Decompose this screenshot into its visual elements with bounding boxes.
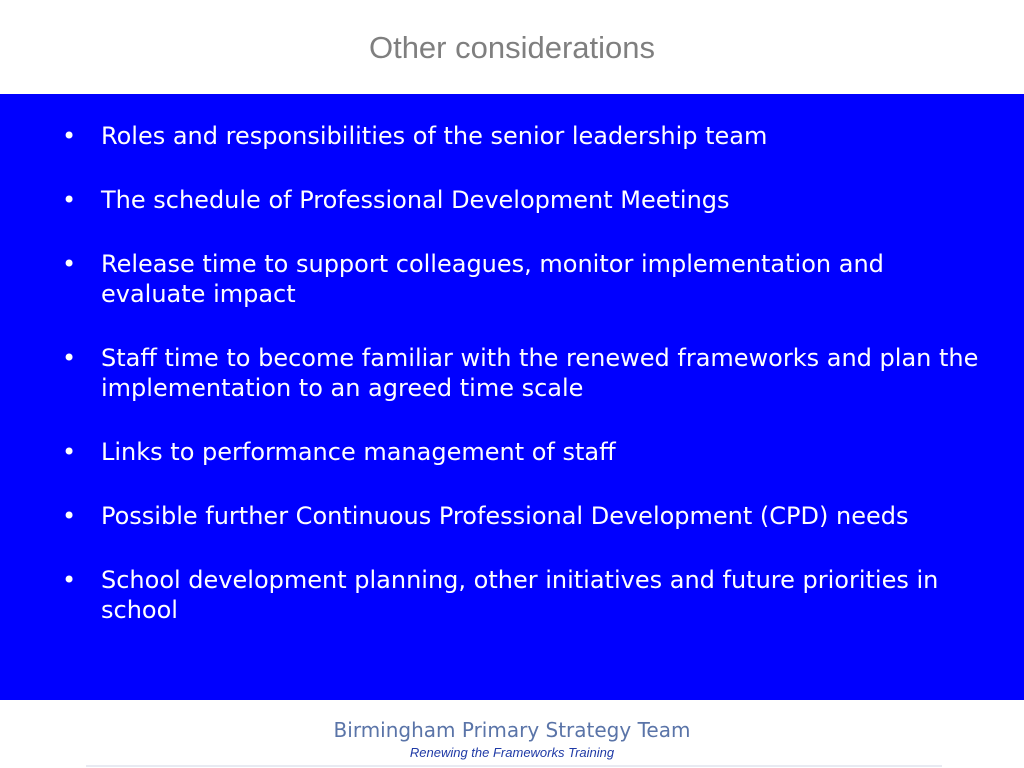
bullet-list [0, 121, 1024, 659]
bullet-dot-icon: • [62, 186, 77, 214]
bullet-item [0, 185, 1024, 215]
bullet-text: Links to performance management of staff [101, 438, 616, 466]
bullet-item [0, 501, 1024, 531]
bullet-item [0, 437, 1024, 467]
bullet-text: School development planning, other initiatives and future priorities in school [101, 566, 939, 624]
bullet-item [0, 121, 1024, 151]
bullet-text: The schedule of Professional Development Meetings [101, 186, 730, 214]
bullet-item [0, 343, 1024, 403]
bullet-dot-icon: • [62, 122, 77, 150]
footer-subtitle: Renewing the Frameworks Training [409, 745, 615, 760]
bullet-item [0, 249, 1024, 309]
bullet-dot-icon: • [62, 344, 77, 372]
bullet-text: Staff time to become familiar with the renewed frameworks and plan the implementation to an agreed time scale [101, 344, 979, 402]
bullet-item [0, 565, 1024, 625]
bullet-dot-icon: • [62, 566, 77, 594]
bullet-text: Roles and responsibilities of the senior leadership team [101, 122, 768, 150]
bullet-dot-icon: • [62, 502, 77, 530]
footer-team-name: Birmingham Primary Strategy Team [333, 718, 691, 742]
footer-divider [86, 765, 942, 767]
slide-title: Other considerations [368, 30, 656, 65]
bullet-dot-icon: • [62, 250, 77, 278]
bullet-text: Possible further Continuous Professional Development (CPD) needs [101, 502, 909, 530]
bullet-text: Release time to support colleagues, monitor implementation and evaluate impact [101, 250, 884, 308]
bullet-dot-icon: • [62, 438, 77, 466]
